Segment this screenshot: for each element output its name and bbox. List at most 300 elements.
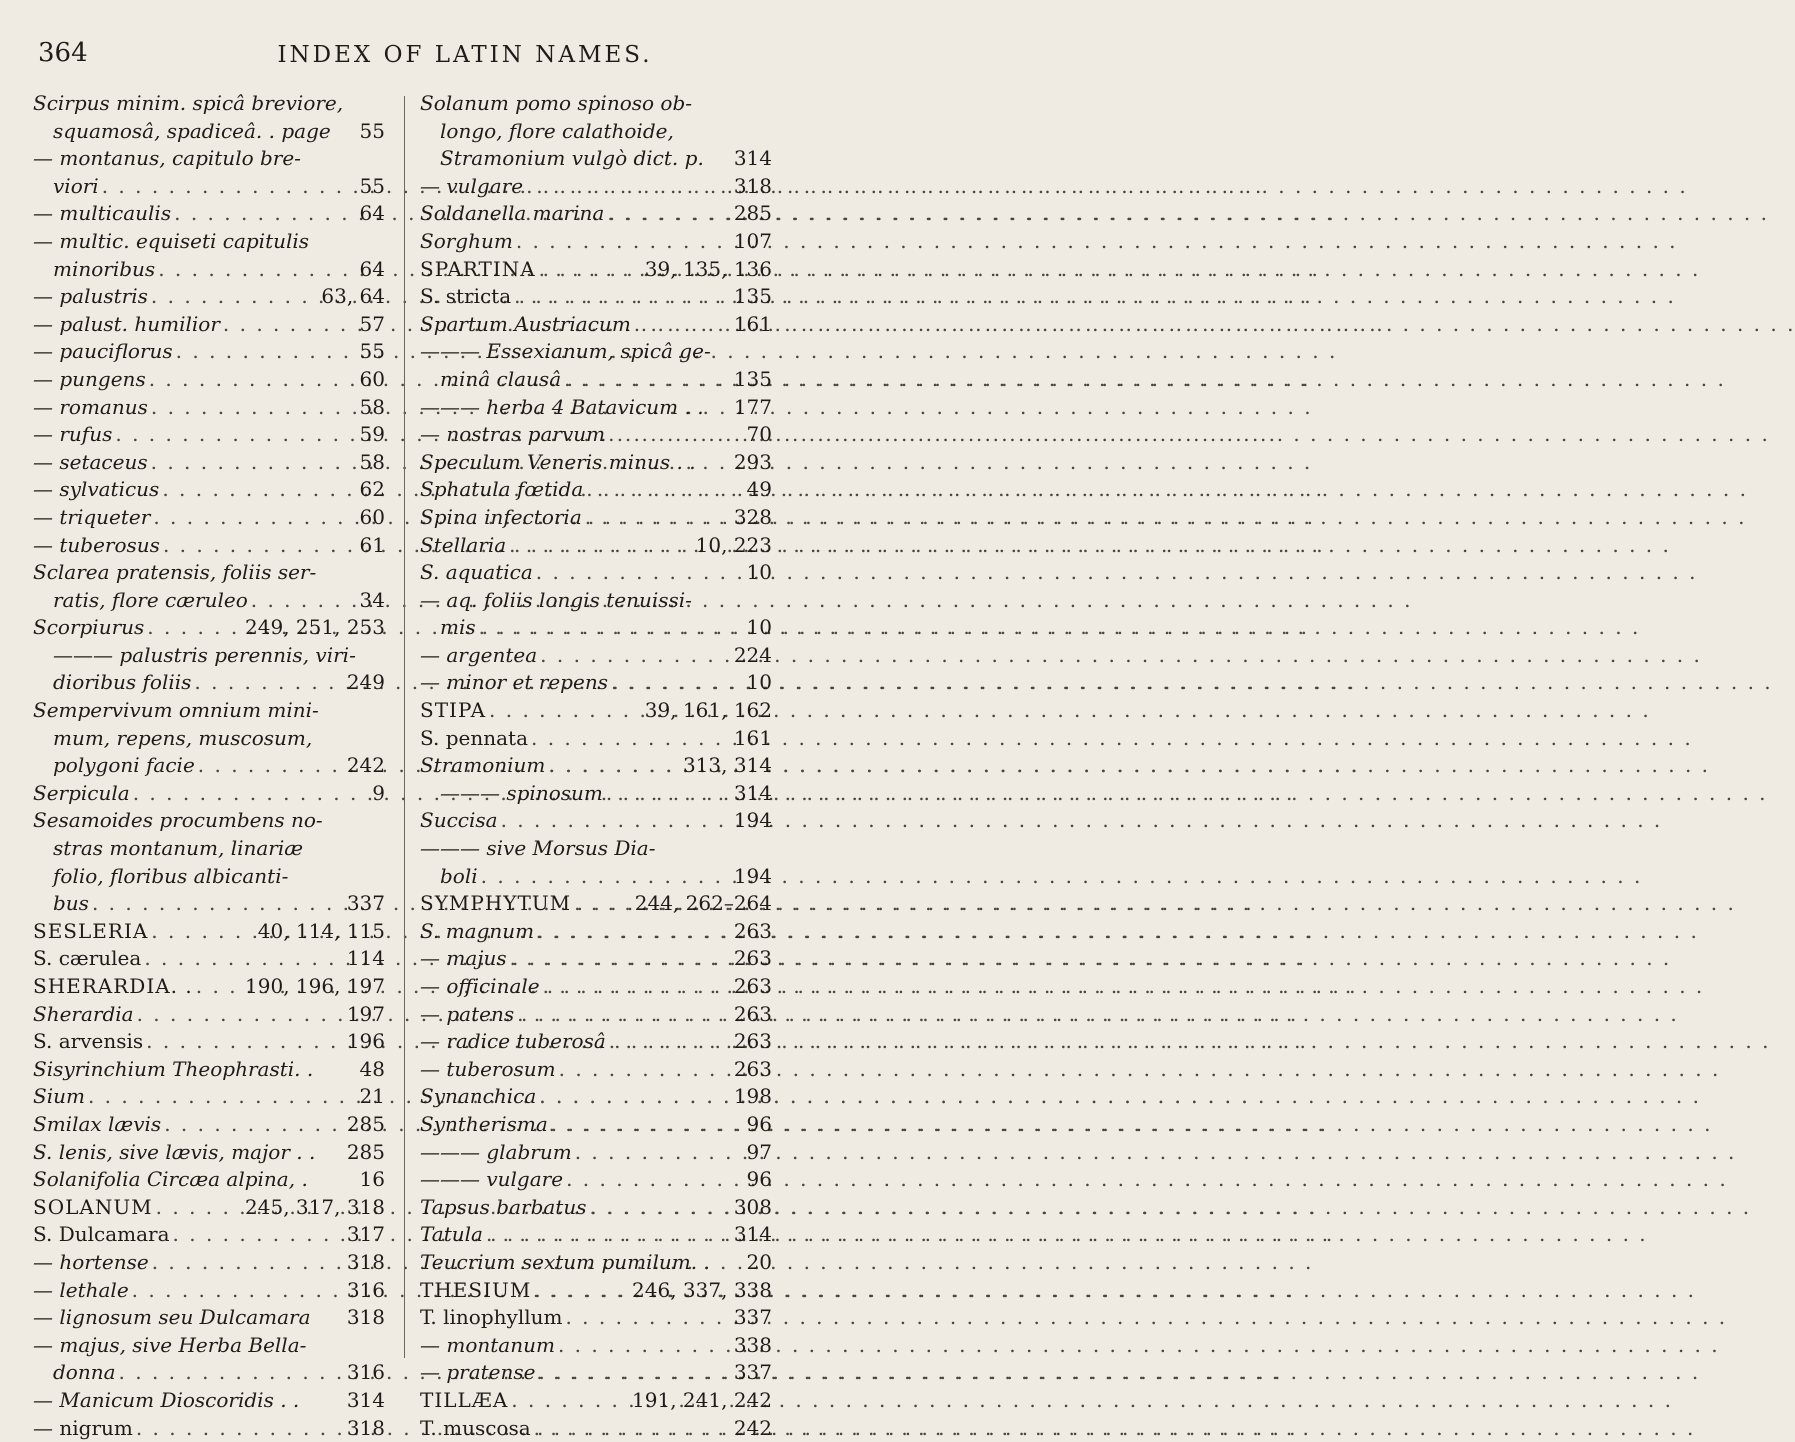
entry-name: Tatula — [420, 1221, 483, 1249]
index-entry — [420, 890, 772, 918]
entry-name: Stellaria — [420, 532, 506, 560]
entry-name: S. stricta — [420, 283, 511, 311]
entry-name: — Manicum Dioscoridis . . — [33, 1387, 299, 1415]
index-entry — [33, 311, 385, 339]
entry-page-ref: 59 — [358, 421, 385, 449]
dot-leader — [478, 863, 732, 891]
entry-page-ref: 64 — [358, 256, 385, 284]
dot-leader — [116, 1359, 345, 1387]
entry-name: Scirpus minim. spicâ breviore, — [33, 90, 343, 118]
entry-page-ref: 9 — [370, 780, 385, 808]
entry-page-ref: 245, 317, 318 — [243, 1194, 385, 1222]
index-entry — [420, 863, 772, 891]
index-entry — [33, 1194, 385, 1222]
entry-page-ref: 318 — [345, 1249, 385, 1277]
index-entry — [33, 1083, 385, 1111]
dot-leader — [153, 1194, 243, 1222]
index-entry — [420, 973, 772, 1001]
entry-page-ref: 318 — [732, 173, 772, 201]
index-entry — [420, 1304, 772, 1332]
entry-name: Solanifolia Circæa alpina, . — [33, 1166, 308, 1194]
entry-name: S. magnum — [420, 918, 534, 946]
entry-name: S. aquatica — [420, 559, 533, 587]
entry-name: — rufus — [33, 421, 112, 449]
entry-name: — pungens — [33, 366, 146, 394]
entry-name: Sesamoides procumbens no- — [33, 807, 323, 835]
index-entry — [33, 669, 385, 697]
index-entry — [420, 559, 772, 587]
dot-leader — [134, 1001, 345, 1029]
dot-leader — [531, 1415, 732, 1442]
index-entry — [420, 256, 772, 284]
entry-name: S. lenis, sive lævis, major . . — [33, 1139, 315, 1167]
entry-page-ref: 337 — [345, 890, 385, 918]
index-entry — [33, 173, 385, 201]
entry-page-ref: 64 — [358, 200, 385, 228]
entry-name: TILLÆA — [420, 1387, 508, 1415]
index-entry — [33, 1056, 385, 1084]
entry-name: viori — [53, 173, 99, 201]
index-entry — [33, 200, 385, 228]
entry-page-ref: 58 — [358, 449, 385, 477]
entry-name: — montanus, capitulo bre- — [33, 145, 301, 173]
entry-name: — argentea — [420, 642, 537, 670]
dot-leader — [511, 283, 732, 311]
entry-page-ref: 314 — [732, 1221, 772, 1249]
index-entry — [33, 1166, 385, 1194]
dot-leader — [161, 1111, 345, 1139]
entry-name: — palustris — [33, 283, 148, 311]
entry-name: — aq. foliis longis tenuissi- — [420, 587, 692, 615]
index-entry — [33, 256, 385, 284]
index-entry — [420, 1166, 772, 1194]
entry-page-ref: 135 — [732, 283, 772, 311]
dot-leader — [141, 945, 345, 973]
index-entry — [420, 587, 772, 615]
index-entry — [33, 504, 385, 532]
index-entry — [33, 1332, 385, 1360]
dot-leader — [562, 1304, 731, 1332]
index-entry — [420, 1194, 772, 1222]
entry-page-ref: 263 — [732, 1028, 772, 1056]
index-entry — [33, 780, 385, 808]
entry-name: Spartum Austriacum — [420, 311, 631, 339]
dot-leader — [476, 614, 745, 642]
dot-leader — [506, 532, 693, 560]
entry-name: Sempervivum omnium mini- — [33, 697, 319, 725]
index-entry — [420, 1359, 772, 1387]
index-entry — [33, 118, 385, 146]
running-title: INDEX OF LATIN NAMES. — [168, 42, 762, 68]
entry-page-ref: 249 — [345, 669, 385, 697]
dot-leader — [540, 973, 732, 1001]
entry-page-ref: 191, 241, 242 — [630, 1387, 772, 1415]
entry-name: mis — [440, 614, 476, 642]
dot-leader — [171, 200, 357, 228]
entry-page-ref: 107 — [732, 228, 772, 256]
entry-name: bus — [53, 890, 89, 918]
dot-leader — [563, 1166, 744, 1194]
index-entry — [420, 118, 772, 146]
dot-leader — [89, 890, 345, 918]
index-entry — [420, 1056, 772, 1084]
entry-page-ref: 60 — [358, 504, 385, 532]
entry-page-ref: 263 — [732, 1001, 772, 1029]
dot-leader — [155, 256, 357, 284]
index-entry — [420, 228, 772, 256]
entry-name: Sisyrinchium Theophrasti. . — [33, 1056, 313, 1084]
index-entry — [420, 1249, 772, 1277]
index-entry — [33, 642, 385, 670]
index-entry — [33, 835, 385, 863]
entry-name: minoribus — [53, 256, 155, 284]
dot-leader — [112, 421, 357, 449]
index-entry — [420, 504, 772, 532]
entry-page-ref: 34 — [358, 587, 385, 615]
dot-leader — [513, 228, 732, 256]
index-entry — [33, 1387, 385, 1415]
entry-name: S. arvensis — [33, 1028, 143, 1056]
index-entry — [420, 90, 772, 118]
index-entry — [33, 228, 385, 256]
entry-page-ref: 316 — [345, 1359, 385, 1387]
index-entry — [33, 1277, 385, 1305]
entry-page-ref: 263 — [732, 945, 772, 973]
entry-name: folio, floribus albicanti- — [53, 863, 288, 891]
entry-page-ref: 314 — [345, 1387, 385, 1415]
index-entry — [420, 200, 772, 228]
dot-leader — [631, 311, 732, 339]
dot-leader — [195, 752, 345, 780]
dot-leader — [160, 532, 358, 560]
entry-page-ref: 318 — [345, 1415, 385, 1442]
entry-page-ref: 194 — [732, 807, 772, 835]
index-entry — [33, 1028, 385, 1056]
entry-name: — nostras parvum — [420, 421, 605, 449]
index-entry — [420, 1001, 772, 1029]
index-entry — [420, 421, 772, 449]
entry-page-ref: 21 — [358, 1083, 385, 1111]
index-entry — [33, 890, 385, 918]
dot-leader — [159, 476, 357, 504]
dot-leader — [523, 173, 732, 201]
entry-name: — tuberosus — [33, 532, 160, 560]
index-entry — [33, 421, 385, 449]
entry-name: — nigrum — [33, 1415, 133, 1442]
entry-name: STIPA — [420, 697, 486, 725]
entry-name: — montanum — [420, 1332, 555, 1360]
entry-name: S. cærulea — [33, 945, 141, 973]
dot-leader — [220, 311, 358, 339]
index-entry — [33, 145, 385, 173]
entry-name: squamosâ, spadiceâ. . page — [53, 118, 331, 146]
entry-name: mum, repens, muscosum, — [53, 725, 312, 753]
entry-page-ref: 337 — [732, 1359, 772, 1387]
entry-name: Sorghum — [420, 228, 513, 256]
index-entry — [420, 807, 772, 835]
index-entry — [33, 973, 385, 1001]
entry-page-ref: 246, 337, 338 — [630, 1277, 772, 1305]
entry-page-ref: 337 — [732, 1304, 772, 1332]
dot-leader — [537, 642, 732, 670]
entry-name: — tuberosum — [420, 1056, 556, 1084]
index-entry — [33, 1304, 385, 1332]
dot-leader — [531, 1277, 630, 1305]
index-entry — [420, 780, 772, 808]
entry-page-ref: 285 — [732, 200, 772, 228]
index-entry — [420, 725, 772, 753]
entry-page-ref: 10 — [745, 559, 772, 587]
index-entry — [420, 1277, 772, 1305]
entry-page-ref: 96 — [745, 1166, 772, 1194]
entry-page-ref: 263 — [732, 918, 772, 946]
index-entry — [420, 145, 772, 173]
dot-leader — [191, 669, 344, 697]
entry-page-ref: 39, 161, 162 — [643, 697, 772, 725]
entry-page-ref: 60 — [358, 366, 385, 394]
entry-name: ——— glabrum — [420, 1139, 572, 1167]
entry-name: ——— vulgare — [420, 1166, 563, 1194]
index-entry — [420, 532, 772, 560]
entry-name: — pauciflorus — [33, 338, 173, 366]
index-entry — [420, 1415, 772, 1442]
entry-name: Spina infectoria — [420, 504, 582, 532]
entry-name: — setaceus — [33, 449, 148, 477]
index-entry — [33, 918, 385, 946]
entry-page-ref: 249, 251, 253 — [243, 614, 385, 642]
entry-name: donna — [53, 1359, 116, 1387]
entry-page-ref: 338 — [732, 1332, 772, 1360]
index-entry — [33, 1249, 385, 1277]
dot-leader — [533, 559, 745, 587]
entry-page-ref: 285 — [345, 1139, 385, 1167]
index-entry — [420, 476, 772, 504]
dot-leader — [99, 173, 358, 201]
entry-name: S. Dulcamara — [33, 1221, 170, 1249]
entry-page-ref: 96 — [745, 1111, 772, 1139]
entry-page-ref: 263 — [732, 1056, 772, 1084]
entry-name: boli — [440, 863, 478, 891]
entry-page-ref: 97 — [745, 1139, 772, 1167]
index-entry — [420, 1139, 772, 1167]
index-entry — [420, 338, 772, 366]
index-entry — [420, 366, 772, 394]
index-entry — [33, 1001, 385, 1029]
entry-name: — palust. humilior — [33, 311, 220, 339]
entry-name: ratis, flore cæruleo — [53, 587, 248, 615]
dot-leader — [545, 752, 681, 780]
index-entry — [33, 532, 385, 560]
entry-page-ref: 317 — [345, 1221, 385, 1249]
entry-name: — romanus — [33, 394, 148, 422]
entry-page-ref: 263 — [732, 973, 772, 1001]
entry-name: Synanchica — [420, 1083, 536, 1111]
dot-leader — [129, 1277, 345, 1305]
entry-name: Scorpiurus — [33, 614, 144, 642]
entry-name: ——— Essexianum, spicâ ge- — [420, 338, 711, 366]
entry-page-ref: 316 — [345, 1277, 385, 1305]
index-entry — [33, 863, 385, 891]
entry-name: — patens — [420, 1001, 514, 1029]
entry-page-ref: 318 — [345, 1304, 385, 1332]
entry-page-ref: 61 — [358, 532, 385, 560]
index-entry — [420, 449, 772, 477]
entry-page-ref: 55 — [358, 118, 385, 146]
index-entry — [420, 1111, 772, 1139]
dot-leader — [606, 1028, 732, 1056]
entry-page-ref: 314 — [732, 780, 772, 808]
dot-leader — [528, 725, 732, 753]
entry-name: Sium — [33, 1083, 85, 1111]
entry-page-ref: 48 — [358, 1056, 385, 1084]
entry-name: — majus — [420, 945, 507, 973]
entry-name: stras montanum, linariæ — [53, 835, 303, 863]
dot-leader — [556, 1056, 732, 1084]
index-entry — [420, 752, 772, 780]
index-entry — [33, 1111, 385, 1139]
index-entry — [33, 945, 385, 973]
index-entry — [420, 311, 772, 339]
entry-page-ref: 10, 223 — [694, 532, 772, 560]
entry-page-ref: 55 — [358, 338, 385, 366]
entry-name: — majus, sive Herba Bella- — [33, 1332, 306, 1360]
index-entry — [420, 283, 772, 311]
index-entry — [420, 1332, 772, 1360]
entry-page-ref: 70 — [745, 421, 772, 449]
dot-leader — [150, 504, 357, 532]
index-entry — [420, 642, 772, 670]
page-header — [38, 38, 762, 78]
entry-name: — pratense — [420, 1359, 536, 1387]
dot-leader — [193, 973, 243, 1001]
entry-name: SESLERIA — [33, 918, 148, 946]
index-entry — [33, 559, 385, 587]
entry-page-ref: 177 — [732, 394, 772, 422]
entry-name: Sphatula fœtida — [420, 476, 583, 504]
index-entry — [33, 476, 385, 504]
index-entry — [420, 1221, 772, 1249]
index-entry — [33, 1221, 385, 1249]
dot-leader — [561, 366, 732, 394]
index-entry — [33, 449, 385, 477]
entry-name: SHERARDIA. . — [33, 973, 193, 1001]
index-entry — [33, 1359, 385, 1387]
entry-page-ref: 198 — [732, 1083, 772, 1111]
index-entry — [420, 1028, 772, 1056]
index-entry — [420, 669, 772, 697]
page-number: 364 — [38, 38, 88, 68]
entry-name: — multic. equiseti capitulis — [33, 228, 309, 256]
entry-name: Sherardia — [33, 1001, 134, 1029]
entry-name: Teucrium sextum pumilum. . — [420, 1249, 710, 1277]
entry-page-ref: 293 — [732, 449, 772, 477]
entry-name: Stramonium vulgò dict. p. — [440, 145, 704, 173]
dot-leader — [143, 1028, 345, 1056]
index-entry — [33, 807, 385, 835]
index-entry — [420, 835, 772, 863]
dot-leader — [536, 256, 643, 284]
entry-name: — officinale — [420, 973, 540, 1001]
entry-page-ref: 244, 262–264 — [633, 890, 772, 918]
index-entry — [33, 90, 385, 118]
entry-name: SPARTINA — [420, 256, 536, 284]
entry-page-ref: 63, 64 — [319, 283, 385, 311]
dot-leader — [603, 780, 732, 808]
index-entry — [33, 1415, 385, 1442]
dot-leader — [608, 669, 745, 697]
index-entry — [420, 945, 772, 973]
entry-page-ref: 190, 196, 197 — [243, 973, 385, 1001]
entry-page-ref: 161 — [732, 725, 772, 753]
entry-page-ref: 39, 135, 136 — [643, 256, 772, 284]
entry-name: Sclarea pratensis, foliis ser- — [33, 559, 316, 587]
index-entry — [420, 394, 772, 422]
entry-page-ref: 10 — [745, 669, 772, 697]
index-entry — [420, 614, 772, 642]
entry-page-ref: 135 — [732, 366, 772, 394]
index-entry — [33, 283, 385, 311]
index-entry — [33, 587, 385, 615]
entry-page-ref: 40, 114, 115 — [256, 918, 385, 946]
index-entry — [33, 697, 385, 725]
entry-name: Soldanella marina — [420, 200, 604, 228]
index-entry — [33, 752, 385, 780]
entry-name: T. linophyllum — [420, 1304, 562, 1332]
entry-page-ref: 328 — [732, 504, 772, 532]
entry-name: Succisa — [420, 807, 498, 835]
entry-page-ref: 58 — [358, 394, 385, 422]
dot-leader — [170, 1221, 345, 1249]
entry-name: T. muscosa — [420, 1415, 531, 1442]
dot-leader — [130, 780, 371, 808]
index-column-right — [420, 90, 772, 1442]
index-entry — [33, 366, 385, 394]
dot-leader — [85, 1083, 358, 1111]
entry-name: — lethale — [33, 1277, 129, 1305]
dot-leader — [248, 587, 358, 615]
entry-page-ref: 196 — [345, 1028, 385, 1056]
entry-page-ref: 197 — [345, 1001, 385, 1029]
index-entry — [33, 338, 385, 366]
index-entry — [33, 1139, 385, 1167]
entry-page-ref: 194 — [732, 863, 772, 891]
dot-leader — [144, 614, 243, 642]
entry-name: S. pennata — [420, 725, 528, 753]
dot-leader — [498, 807, 732, 835]
entry-page-ref: 242 — [732, 1415, 772, 1442]
dot-leader — [571, 890, 633, 918]
dot-leader — [486, 697, 643, 725]
dot-leader — [133, 1415, 345, 1442]
entry-page-ref: 57 — [358, 311, 385, 339]
dot-leader — [173, 338, 358, 366]
index-column-left — [33, 90, 385, 1442]
entry-name: Stramonium — [420, 752, 545, 780]
entry-page-ref: 49 — [745, 476, 772, 504]
dot-leader — [536, 1083, 732, 1111]
entry-name: — multicaulis — [33, 200, 171, 228]
entry-name: dioribus foliis — [53, 669, 191, 697]
index-entry — [420, 697, 772, 725]
entry-page-ref: 114 — [345, 945, 385, 973]
entry-page-ref: 308 — [732, 1194, 772, 1222]
dot-leader — [536, 1359, 732, 1387]
entry-page-ref: 10 — [745, 614, 772, 642]
entry-name: — lignosum seu Dulcamara — [33, 1304, 311, 1332]
entry-name: SOLANUM — [33, 1194, 153, 1222]
dot-leader — [514, 1001, 732, 1029]
entry-name: Solanum pomo spinoso ob- — [420, 90, 692, 118]
